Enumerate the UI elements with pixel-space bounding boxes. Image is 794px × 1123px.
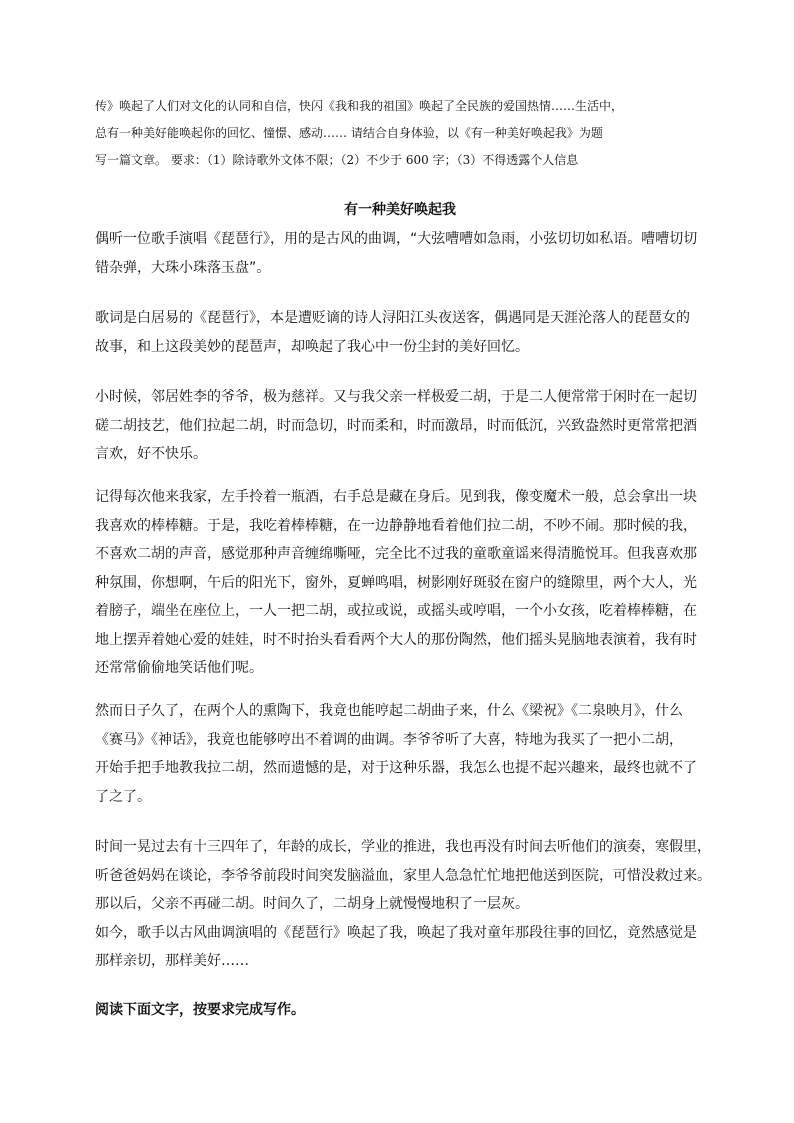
paragraph-line: 《赛马》《神话》，我竟也能够哼出不着调的曲调。李爷爷听了大喜，特地为我买了一把小二胡， bbox=[95, 731, 683, 748]
paragraph-line: 歌词是白居易的《琵琶行》，本是遭贬谪的诗人浔阳江头夜送客，偶遇同是天涯沦落人的琵琶女的 bbox=[95, 310, 690, 326]
paragraph-line: 地上摆弄着她心爱的娃娃，时不时抬头看看两个大人的那份陶然，他们摇头晃脑地表演着，我有时 bbox=[95, 631, 697, 648]
essay-paragraph bbox=[95, 225, 705, 282]
essay-paragraph bbox=[95, 304, 705, 361]
paragraph-line: 着膀子，端坐在座位上，一人一把二胡，或拉或说，或摇头或哼唱，一个小女孩，吃着棒棒糖，在 bbox=[95, 603, 697, 619]
prompt-line: 写一篇文章。 要求：（1）除诗歌外文体不限；（2）不少于 600 字；（3）不得透露个人信息 bbox=[95, 153, 579, 167]
essay-paragraph bbox=[95, 697, 705, 811]
paragraph-line: 时间一晃过去有十三四年了，年龄的成长，学业的推进，我也再没有时间去听他们的演奏，寒假里， bbox=[95, 839, 711, 855]
paragraph-line: 种氛围，你想啊，午后的阳光下，窗外，夏蝉鸣唱，树影刚好斑驳在窗户的缝隙里，两个大人，光 bbox=[95, 574, 697, 591]
prompt-line: 传》唤起了人们对文化的认同和自信，快闪《我和我的祖国》唤起了全民族的爱国热情……生活中， bbox=[95, 99, 624, 113]
essay-paragraph bbox=[95, 383, 705, 469]
reading-instruction: 阅读下面文字，按要求完成写作。 bbox=[95, 1002, 305, 1018]
paragraph-line: 了之了。 bbox=[95, 788, 151, 805]
paragraph-line: 还常常偷偷地笑话他们呢。 bbox=[95, 660, 263, 676]
paragraph-line: 磋二胡技艺，他们拉起二胡，时而急切，时而柔和，时而激昂，时而低沉，兴致盎然时更常常把酒 bbox=[95, 417, 697, 434]
paragraph-line: 那以后，父亲不再碰二胡。时间久了，二胡身上就慢慢地积了一层灰。 bbox=[95, 896, 529, 912]
essay-paragraph bbox=[95, 483, 705, 683]
paragraph-line: 偶听一位歌手演唱《琵琶行》，用的是古风的曲调，“大弦嘈嘈如急雨，小弦切切如私语。嘈嘈切切 bbox=[95, 231, 698, 247]
paragraph-line: 我喜欢的棒棒糖。于是，我吃着棒棒糖，在一边静静地看着他们拉二胡，不吵不闹。那时候的我， bbox=[95, 517, 697, 534]
paragraph-line: 不喜欢二胡的声音，感觉那种声音缠绵嘶哑，完全比不过我的童歌童谣来得清脆悦耳。但我喜欢那 bbox=[95, 546, 697, 562]
paragraph-line: 记得每次他来我家，左手拎着一瓶酒，右手总是藏在身后。见到我，像变魔术一般，总会拿出一块 bbox=[95, 489, 697, 505]
paragraph-line: 小时候，邻居姓李的爷爷，极为慈祥。又与我父亲一样极爱二胡，于是二人便常常于闲时在一起切 bbox=[95, 389, 697, 405]
paragraph-line: 如今，歌手以古风曲调演唱的《琵琶行》唤起了我，唤起了我对童年那段往事的回忆，竟然感觉是 bbox=[95, 924, 697, 941]
essay-title: 有一种美好唤起我 bbox=[344, 202, 456, 218]
paragraph-line: 听爸爸妈妈在谈论，李爷爷前段时间突发脑溢血，家里人急急忙忙地把他送到医院，可惜没救过来。 bbox=[95, 867, 711, 884]
essay-paragraph bbox=[95, 833, 711, 976]
paragraph-line: 故事，和上这段美妙的琵琶声，却唤起了我心中一份尘封的美好回忆。 bbox=[95, 338, 529, 355]
writing-prompt bbox=[95, 93, 705, 174]
prompt-line: 总有一种美好能唤起你的回忆、憧憬、感动…… 请结合自身体验，以《有一种美好唤起我》为题 bbox=[95, 126, 603, 140]
paragraph-line: 然而日子久了，在两个人的熏陶下，我竟也能哼起二胡曲子来，什么《梁祝》《二泉映月》，什么 bbox=[95, 703, 683, 719]
paragraph-line: 开始手把手地教我拉二胡，然而遗憾的是，对于这种乐器，我怎么也提不起兴趣来，最终也就不了 bbox=[95, 760, 697, 776]
paragraph-line: 言欢，好不快乐。 bbox=[95, 446, 207, 462]
paragraph-line: 错杂弹，大珠小珠落玉盘”。 bbox=[95, 259, 271, 276]
paragraph-line: 那样亲切，那样美好…… bbox=[95, 953, 249, 969]
